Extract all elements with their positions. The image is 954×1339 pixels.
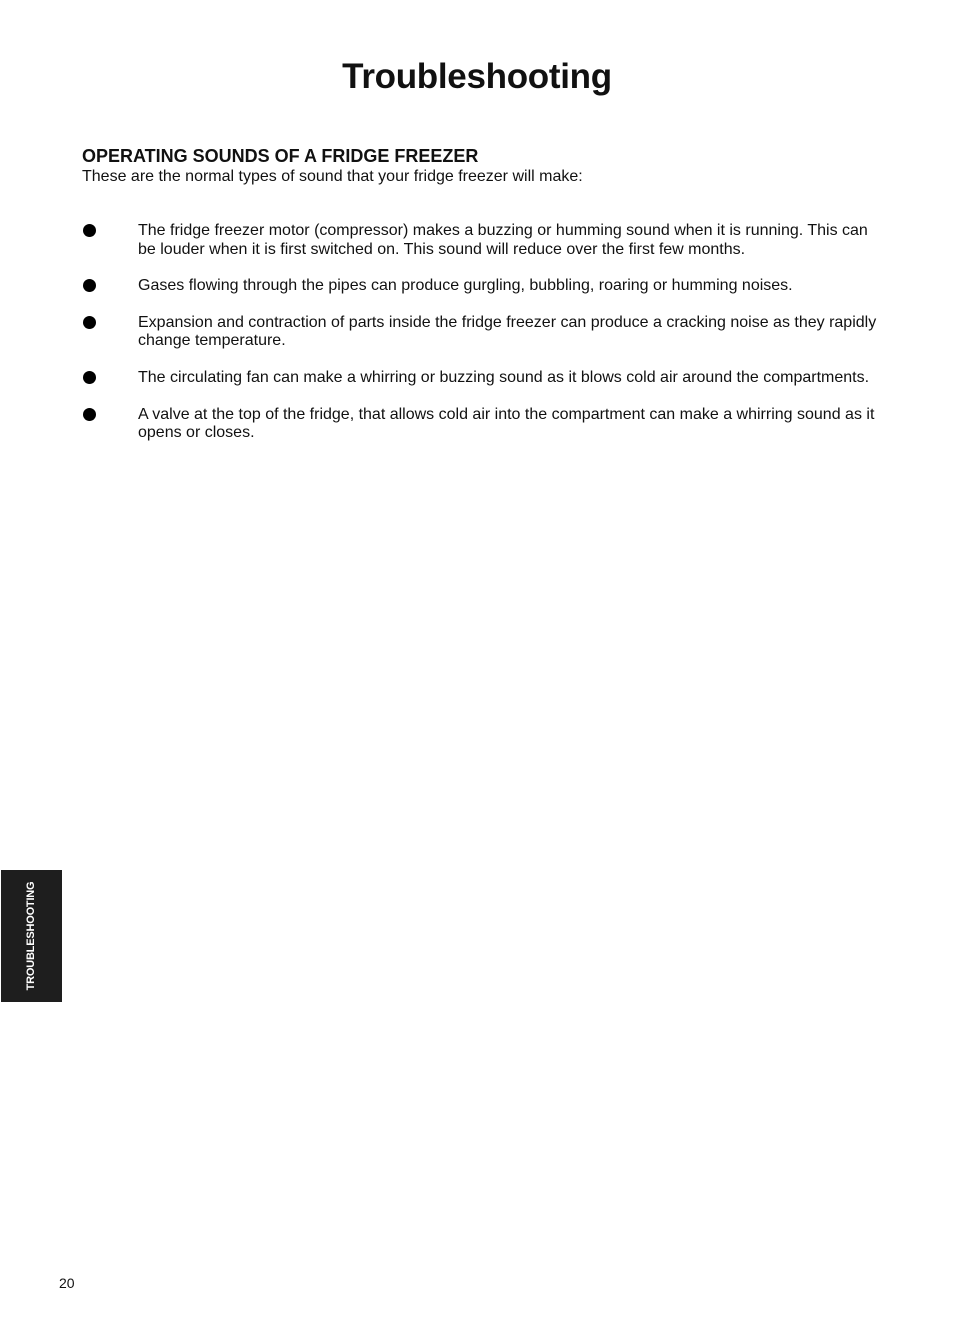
- bullet-icon: [83, 279, 96, 292]
- list-item-text: The fridge freezer motor (compressor) makes a buzzing or humming sound when it is running. This can be louder when it is first switched on. This sound will reduce over the first few months.: [138, 222, 868, 258]
- list-item: [82, 406, 882, 443]
- list-item-text: Gases flowing through the pipes can produce gurgling, bubbling, roaring or humming noises.: [138, 277, 793, 295]
- bullet-icon: [83, 316, 96, 329]
- operating-sounds-section: [82, 145, 882, 186]
- list-item: [82, 314, 882, 351]
- side-tab-label: TROUBLESHOOTING: [25, 881, 37, 991]
- bullet-icon: [83, 224, 96, 237]
- list-item: [82, 277, 882, 296]
- list-item-text: The circulating fan can make a whirring or buzzing sound as it blows cold air around the compartments.: [138, 368, 870, 386]
- list-item: [82, 369, 882, 388]
- list-item-text: A valve at the top of the fridge, that allows cold air into the compartment can make a whirring sound as it opens or closes.: [138, 405, 875, 442]
- section-side-tab: [1, 870, 62, 1002]
- page-title: Troubleshooting: [342, 57, 612, 96]
- sound-list: [82, 222, 882, 461]
- section-intro: These are the normal types of sound that your fridge freezer will make:: [82, 168, 583, 185]
- list-item: [82, 222, 882, 259]
- section-heading: OPERATING SOUNDS OF A FRIDGE FREEZER: [82, 146, 479, 166]
- bullet-icon: [83, 408, 96, 421]
- page-number: 20: [59, 1275, 75, 1291]
- bullet-icon: [83, 371, 96, 384]
- list-item-text: Expansion and contraction of parts inside the fridge freezer can produce a cracking noise as they rapidly change temperature.: [138, 313, 877, 350]
